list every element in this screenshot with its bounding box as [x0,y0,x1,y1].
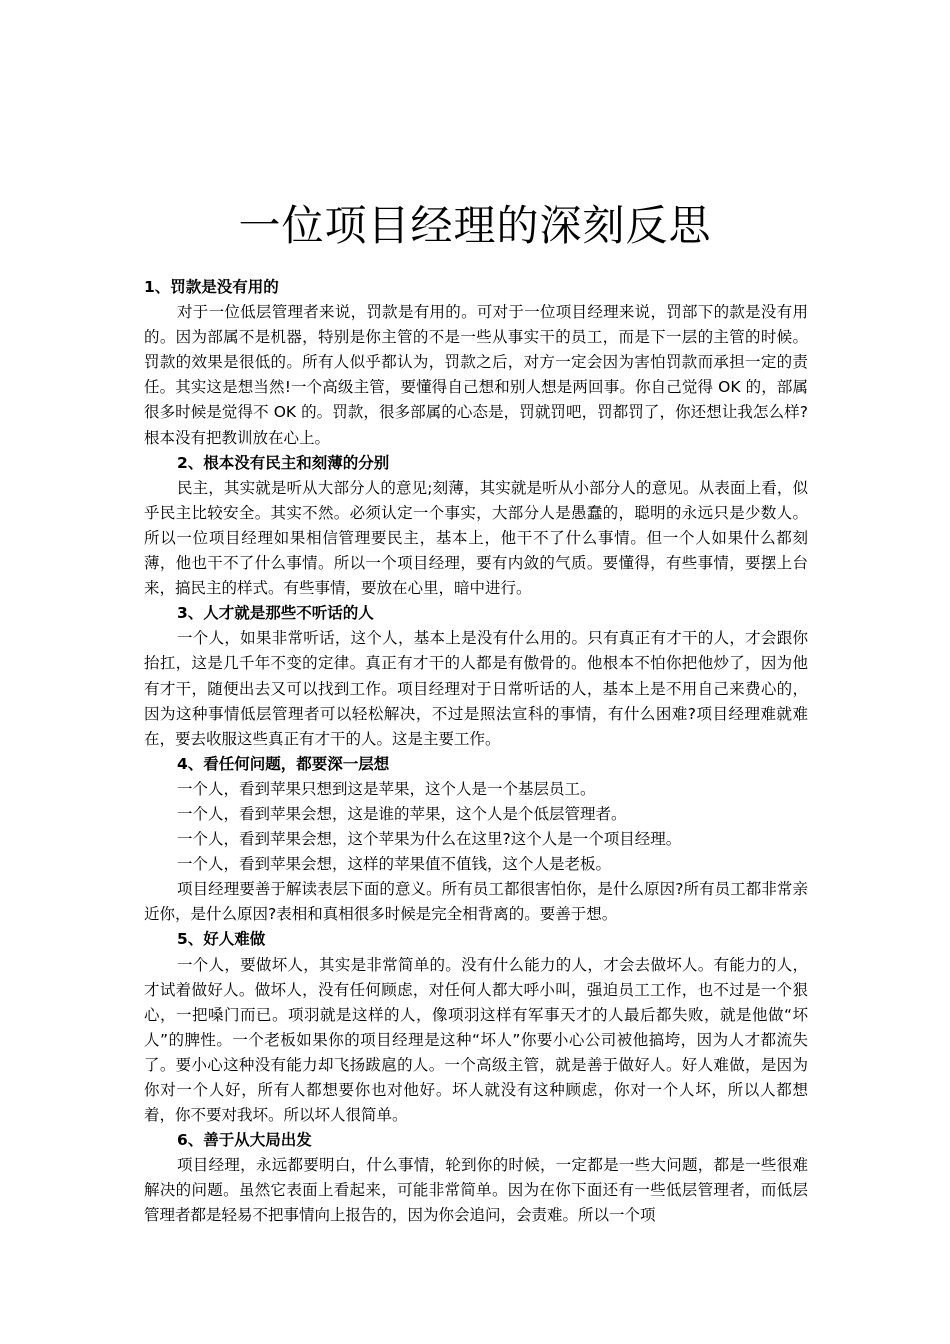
section-paragraph: 对于一位低层管理者来说，罚款是有用的。可对于一位项目经理来说，罚部下的款是没有用的。因为部属不是机器，特别是你主管的不是一些从事实干的员工，而是下一层的主管的时候。罚款的效果是很低的。所有人似乎都认为，罚款之后，对方一定会因为害怕罚款而承担一定的责任。其实这是想当然!一个高级主管，要懂得自己想和别人想是两回事。你自己觉得 OK 的，部属很多时候是觉得不 OK 的。罚款，很多部属的心态是，罚就罚吧，罚都罚了，你还想让我怎么样?根本没有把教训放在心上。 [144,303,808,447]
section-paragraph: 项目经理，永远都要明白，什么事情，轮到你的时候，一定都是一些大问题，都是一些很难解决的问题。虽然它表面上看起来，可能非常简单。因为在你下面还有一些低层管理者，而低层管理者都是轻易不把事情向上报告的，因为你会追问，会责难。所以一个项 [144,1156,808,1225]
section-paragraph: 一个人，如果非常听话，这个人，基本上是没有什么用的。只有真正有才干的人，才会跟你抬扛，这是几千年不变的定律。真正有才干的人都是有傲骨的。他根本不怕你把他炒了，因为他有才干，随便出去又可以找到工作。项目经理对于日常听话的人，基本上是不用自己来费心的，因为这种事情低层管理者可以轻松解决，不过是照法宣科的事情，有什么困难?项目经理难就难在，要去收服这些真正有才干的人。这是主要工作。 [144,629,808,748]
section-paragraph: 项目经理要善于解读表层下面的意义。所有员工都很害怕你，是什么原因?所有员工都非常亲近你，是什么原因?表相和真相很多时候是完全相背离的。要善于想。 [144,880,808,924]
document-title: 一位项目经理的深刻反思 [238,201,712,250]
section-heading: 4、看任何问题，都要深一层想 [177,754,390,773]
document-body [144,275,808,1229]
section-paragraph: 一个人，看到苹果会想，这是谁的苹果，这个人是个低层管理者。 [177,804,627,823]
section-heading: 3、人才就是那些不听话的人 [177,604,374,623]
section-paragraph: 民主，其实就是听从大部分人的意见;刻薄，其实就是听从小部分人的意见。从表面上看，似乎民主比较安全。其实不然。必须认定一个事实，大部分人是愚蠢的，聪明的永远只是少数人。所以一位项目经理如果相信管理要民主，基本上，他干不了什么事情。但一个人如果什么都刻薄，他也干不了什么事情。所以一个项目经理，要有内敛的气质。要懂得，有些事情，要摆上台来，搞民主的样式。有些事情，要放在心里，暗中进行。 [144,478,808,598]
section-heading: 2、根本没有民主和刻薄的分别 [177,453,390,472]
section-paragraph: 一个人，要做坏人，其实是非常简单的。没有什么能力的人，才会去做坏人。有能力的人，才试着做好人。做坏人，没有任何顾虑，对任何人都大呼小叫，强迫员工工作，也不过是一个狠心，一把嗓门而已。项羽就是这样的人，像项羽这样有军事天才的人最后都失败，就是他做“坏人”的脾性。一个老板如果你的项目经理是这种“坏人”你要小心公司被他搞垮，因为人才都流失了。要小心这种没有能力却飞扬跋扈的人。一个高级主管，就是善于做好人。好人难做，是因为你对一个人好，所有人都想要你也对他好。坏人就没有这种顾虑，你对一个人坏，所以人都想着，你不要对我坏。所以坏人很简单。 [144,955,808,1125]
section-paragraph: 一个人，看到苹果会想，这个苹果为什么在这里?这个人是一个项目经理。 [177,830,682,849]
section-heading: 6、善于从大局出发 [177,1131,312,1150]
section-heading: 1、罚款是没有用的 [144,278,279,296]
section-paragraph: 一个人，看到苹果只想到这是苹果，这个人是一个基层员工。 [177,779,596,798]
section-heading: 5、好人难做 [177,930,266,949]
section-paragraph: 一个人，看到苹果会想，这样的苹果值不值钱，这个人是老板。 [177,855,612,874]
